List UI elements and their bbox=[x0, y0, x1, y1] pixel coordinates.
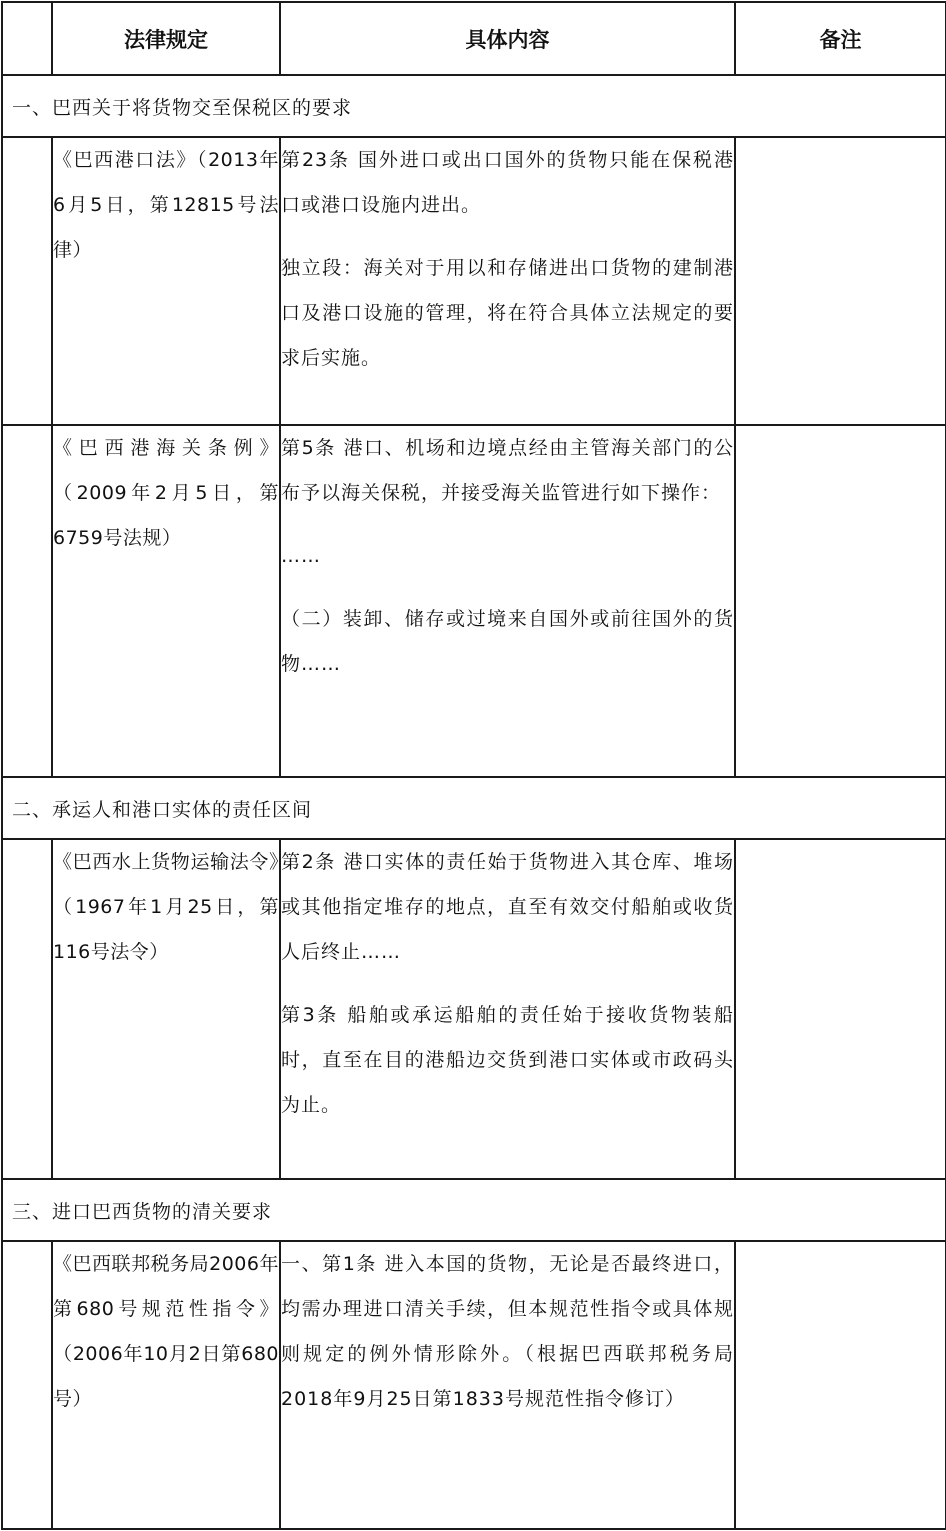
content-paragraph: 一、第1条 进入本国的货物，无论是否最终进口，均需办理进口清关手续，但本规范性指令或具体规则规定的例外情形除外。（根据巴西联邦税务局2018年9月25日第1833号规范性指令修订） bbox=[281, 1253, 734, 1410]
content-cell bbox=[280, 137, 735, 425]
section-row bbox=[2, 777, 946, 839]
note-cell bbox=[735, 1241, 946, 1529]
document-page bbox=[0, 1, 946, 1531]
content-paragraph: 第5条 港口、机场和边境点经由主管海关部门的公布予以海关保税，并接受海关监管进行如下操作： bbox=[281, 437, 734, 504]
content-cell bbox=[280, 425, 735, 777]
section-row bbox=[2, 75, 946, 137]
content-paragraph: 独立段：海关对于用以和存储进出口货物的建制港口及港口设施的管理，将在符合具体立法规定的要求后实施。 bbox=[281, 257, 734, 369]
section-row bbox=[2, 1179, 946, 1241]
content-paragraph: …… bbox=[281, 545, 321, 567]
indent-cell bbox=[2, 839, 52, 1179]
header-blank-cell bbox=[2, 2, 52, 75]
law-cell: 《巴西水上货物运输法令》（1967年1月25日，第116号法令） bbox=[52, 839, 280, 1179]
content-paragraph: （二）装卸、储存或过境来自国外或前往国外的货物…… bbox=[281, 608, 734, 675]
indent-cell bbox=[2, 1241, 52, 1529]
header-content: 具体内容 bbox=[280, 2, 735, 75]
note-cell bbox=[735, 137, 946, 425]
indent-cell bbox=[2, 137, 52, 425]
indent-cell bbox=[2, 425, 52, 777]
law-cell: 《巴西港口法》（2013年6月5日，第12815号法律） bbox=[52, 137, 280, 425]
table-row bbox=[2, 425, 946, 777]
content-paragraph: 第23条 国外进口或出口国外的货物只能在保税港口或港口设施内进出。 bbox=[281, 149, 734, 216]
table-row bbox=[2, 1241, 946, 1529]
section-title: 二、承运人和港口实体的责任区间 bbox=[2, 777, 946, 839]
note-cell bbox=[735, 425, 946, 777]
header-note: 备注 bbox=[735, 2, 946, 75]
content-paragraph: 第3条 船舶或承运船舶的责任始于接收货物装船时，直至在目的港船边交货到港口实体或市政码头为止。 bbox=[281, 1004, 734, 1116]
table-row bbox=[2, 137, 946, 425]
content-cell bbox=[280, 1241, 735, 1529]
table-row bbox=[2, 839, 946, 1179]
note-cell bbox=[735, 839, 946, 1179]
table-header-row bbox=[2, 2, 946, 75]
regulation-table bbox=[1, 1, 946, 1530]
law-cell: 《巴西联邦税务局2006年第680号规范性指令》（2006年10月2日第680号） bbox=[52, 1241, 280, 1529]
header-law: 法律规定 bbox=[52, 2, 280, 75]
content-paragraph: 第2条 港口实体的责任始于货物进入其仓库、堆场或其他指定堆存的地点，直至有效交付船舶或收货人后终止…… bbox=[281, 851, 734, 963]
content-cell bbox=[280, 839, 735, 1179]
section-title: 三、进口巴西货物的清关要求 bbox=[2, 1179, 946, 1241]
law-cell: 《巴西港海关条例》（2009年2月5日，第6759号法规） bbox=[52, 425, 280, 777]
section-title: 一、巴西关于将货物交至保税区的要求 bbox=[2, 75, 946, 137]
